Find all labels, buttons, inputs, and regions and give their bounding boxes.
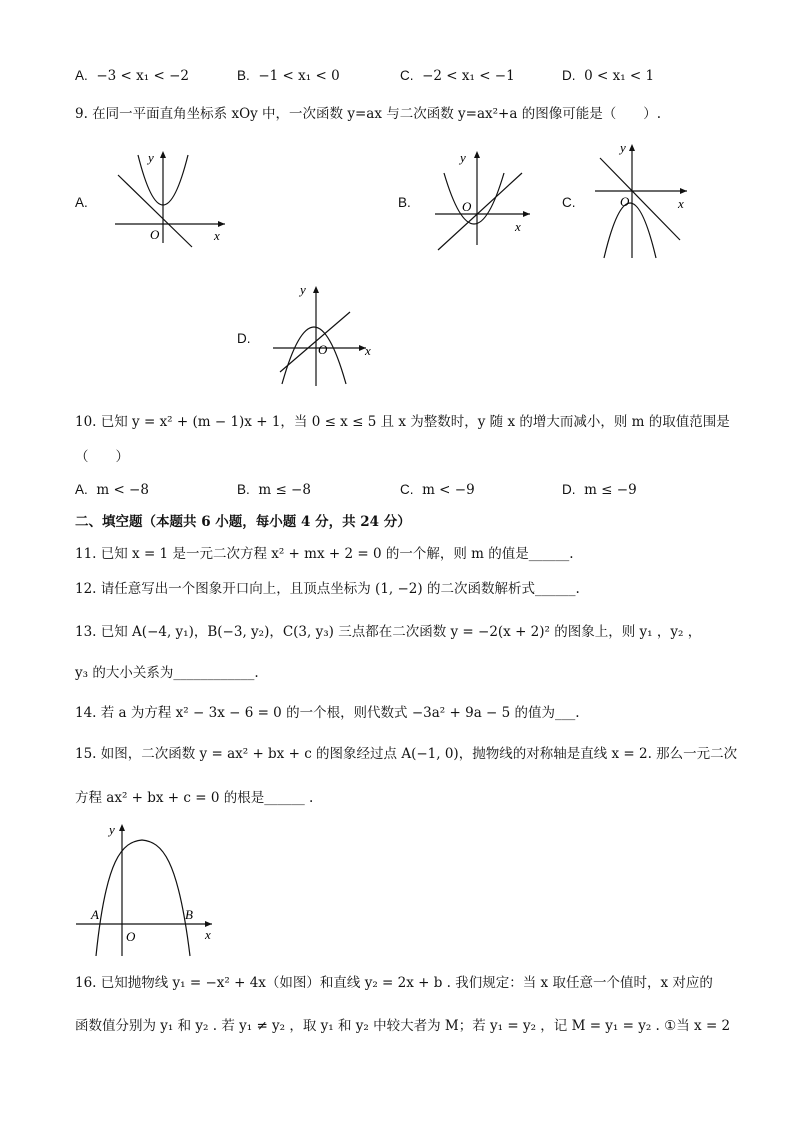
q15-point-a-label: A [91,907,99,922]
q9a-x-label: x [214,228,220,243]
q13-line1: 13. 已知 A(−4, y₁)，B(−3, y₂)，C(3, y₃) 三点都在二次函数 y = −2(x + 2)² 的图象上，则 y₁ ，y₂ ， [75,624,702,640]
q9d-y-label: y [300,282,306,297]
q9d-x-label: x [365,343,371,358]
q9-graph-b [430,145,560,255]
q15-graph [72,818,222,958]
q9a-y-label: y [148,150,154,165]
section-heading: 二、填空题（本题共 6 小题，每小题 4 分，共 24 分） [75,514,411,530]
q15-y-label: y [109,822,115,837]
q9c-y-label: y [620,140,626,155]
q9a-origin-label: O [150,227,160,242]
q9-label-a: A. [75,195,88,210]
q8-option-a: A. −3 < x₁ < −2 [75,68,189,84]
q14-text: 14. 若 a 为方程 x² − 3x − 6 = 0 的一个根，则代数式 −3a² + 9a − 5 的值为___. [75,705,580,721]
q8-option-d: D. 0 < x₁ < 1 [562,68,655,84]
q16-line2: 函数值分别为 y₁ 和 y₂ . 若 y₁ ≠ y₂ ，取 y₁ 和 y₂ 中较大者为 M；若 y₁ = y₂ ，记 M = y₁ = y₂ . ①当 x = 2 [75,1018,731,1034]
q10-stem: 10. 已知 y = x² + (m − 1)x + 1，当 0 ≤ x ≤ 5 且 x 为整数时，y 随 x 的增大而减小，则 m 的取值范围是 [75,414,730,430]
q10-option-b: B. m ≤ −8 [237,482,311,498]
q8-option-c: C. −2 < x₁ < −1 [400,68,515,84]
q15-line1: 15. 如图，二次函数 y = ax² + bx + c 的图象经过点 A(−1, 0)，抛物线的对称轴是直线 x = 2. 那么一元二次 [75,746,738,762]
q9c-origin-label: O [620,194,630,209]
q9-label-c: C. [562,195,576,210]
q9d-origin-label: O [318,342,328,357]
q9b-origin-label: O [462,199,472,214]
q9-graph-c [590,138,700,263]
q9-label-d: D. [237,331,251,346]
q9b-x-label: x [515,219,521,234]
q16-line1: 16. 已知抛物线 y₁ = −x² + 4x（如图）和直线 y₂ = 2x + b . 我们规定：当 x 取任意一个值时，x 对应的 [75,975,713,991]
q11-text: 11. 已知 x = 1 是一元二次方程 x² + mx + 2 = 0 的一个解，则 m 的值是______. [75,546,574,562]
q9-stem: 9. 在同一平面直角坐标系 xOy 中，一次函数 y=ax 与二次函数 y=ax²+a 的图像可能是（ ）. [75,106,661,122]
q9c-x-label: x [678,196,684,211]
q9-label-b: B. [398,195,411,210]
q13-line2: y₃ 的大小关系为____________. [75,665,259,681]
q8-option-b: B. −1 < x₁ < 0 [237,68,340,84]
q15-origin-label: O [126,929,136,944]
q10-option-c: C. m < −9 [400,482,475,498]
q15-line2: 方程 ax² + bx + c = 0 的根是______ . [75,790,314,806]
q10-paren: （ ） [75,449,129,465]
q15-x-label: x [205,927,211,942]
q10-option-d: D. m ≤ −9 [562,482,637,498]
q9-graph-a [110,145,240,245]
q9b-y-label: y [460,150,466,165]
q10-option-a: A. m < −8 [75,482,149,498]
q9-graph-d [268,280,383,390]
q12-text: 12. 请任意写出一个图象开口向上，且顶点坐标为 (1, −2) 的二次函数解析式______. [75,581,580,597]
q15-point-b-label: B [185,907,193,922]
